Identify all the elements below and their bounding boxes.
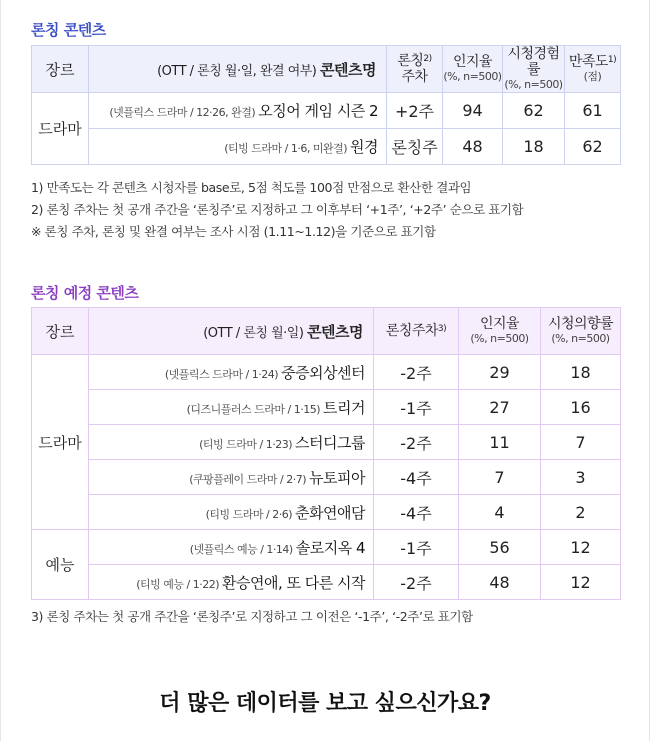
content-name-cell (89, 565, 374, 600)
content-meta: (넷플릭스 드라마 / 1·24) (164, 367, 279, 381)
watch-rate-cell: 18 (503, 129, 565, 165)
content-name-cell (89, 93, 387, 129)
footnote: ※ 론칭 주차, 론칭 및 완결 여부는 조사 시점 (1.11~1.12)을 기준으로 표기함 (31, 224, 436, 239)
content-name-cell (89, 390, 374, 425)
section-title-upcoming: 론칭 예정 콘텐츠 (31, 284, 139, 302)
content-meta: (디즈니플러스 드라마 / 1·15) (186, 402, 321, 416)
launched-content-table (31, 45, 621, 165)
header-sat-sup: 1) (607, 55, 617, 65)
header-sat-sub: (점) (583, 70, 602, 83)
header-intent-rate (541, 308, 621, 355)
intent-rate-cell: 7 (541, 425, 621, 460)
header-week-sup: 3) (437, 324, 447, 334)
intent-rate-cell: 12 (541, 565, 621, 600)
genre-cell-variety: 예능 (32, 530, 89, 600)
header-watch-label: 시청경험률 (507, 46, 560, 78)
content-name-cell (89, 530, 374, 565)
footnote: 3) 론칭 주차는 첫 공개 주간을 ‘론칭주’로 지정하고 그 이전은 ‘-1주’, ‘-2주’로 표기함 (31, 609, 473, 624)
table-row (32, 565, 621, 600)
footnote: 2) 론칭 주차는 첫 공개 주간을 ‘론칭주’로 지정하고 그 이후부터 ‘+1주’, ‘+2주’ 순으로 표기함 (31, 202, 524, 217)
content-meta: (티빙 드라마 / 2·6) (205, 507, 293, 521)
content-title: 뉴토피아 (309, 468, 365, 487)
table-row (32, 355, 621, 390)
awareness-cell: 4 (459, 495, 541, 530)
header-awareness (459, 308, 541, 355)
launch-week-cell: -2주 (374, 425, 459, 460)
genre-cell-drama: 드라마 (32, 93, 89, 165)
content-title: 중증외상센터 (281, 363, 365, 382)
awareness-cell: 48 (443, 129, 503, 165)
footnote: 1) 만족도는 각 콘텐츠 시청자를 base로, 5점 척도를 100점 만점으로 환산한 결과임 (31, 180, 472, 195)
satisfaction-cell: 62 (565, 129, 621, 165)
content-title: 춘화연애담 (295, 503, 365, 522)
launch-week-cell: -2주 (374, 355, 459, 390)
header-satisfaction (565, 46, 621, 93)
launch-week-cell: -4주 (374, 495, 459, 530)
header-launch-week (374, 308, 459, 355)
header-aware-label: 인지율 (452, 54, 493, 70)
content-name-cell (89, 460, 374, 495)
header-sat-label: 만족도 (568, 54, 608, 70)
awareness-cell: 48 (459, 565, 541, 600)
header-watch-rate (503, 46, 565, 93)
launch-week-cell: -4주 (374, 460, 459, 495)
watch-rate-cell: 62 (503, 93, 565, 129)
header-week-sup: 2) (423, 54, 432, 64)
table-row (32, 460, 621, 495)
launched-footnotes (31, 177, 523, 243)
launch-week-cell: +2주 (387, 93, 443, 129)
launch-week-cell: -2주 (374, 565, 459, 600)
upcoming-content-table (31, 307, 621, 600)
content-title: 스터디그룹 (295, 433, 365, 452)
content-name-cell (89, 129, 387, 165)
header-aware-sub: (%, n=500) (443, 70, 502, 83)
header-watch-sub: (%, n=500) (504, 78, 563, 91)
content-meta: (넷플릭스 예능 / 1·14) (189, 542, 293, 556)
satisfaction-cell: 61 (565, 93, 621, 129)
content-name-cell (89, 425, 374, 460)
table-row (32, 390, 621, 425)
header-name-prefix: (OTT / 론칭 월·일) (203, 325, 304, 341)
awareness-cell: 7 (459, 460, 541, 495)
intent-rate-cell: 12 (541, 530, 621, 565)
table-row (32, 530, 621, 565)
content-meta: (쿠팡플레이 드라마 / 2·7) (189, 472, 307, 486)
content-name-cell (89, 495, 374, 530)
header-week-line1: 론칭 (397, 53, 424, 69)
intent-rate-cell: 18 (541, 355, 621, 390)
header-week-label: 론칭주차 (385, 323, 438, 339)
header-awareness (443, 46, 503, 93)
content-title: 오징어 게임 시즌 2 (258, 102, 378, 120)
table-header-row (32, 308, 621, 355)
header-content-name (89, 46, 387, 93)
section-title-launched: 론칭 콘텐츠 (31, 21, 106, 39)
content-meta: (넷플릭스 드라마 / 12·26, 완결) (109, 106, 256, 119)
awareness-cell: 27 (459, 390, 541, 425)
header-aware-sub: (%, n=500) (470, 332, 529, 345)
upcoming-footnotes (31, 606, 473, 628)
genre-cell-drama: 드라마 (32, 355, 89, 530)
header-name-prefix: (OTT / 론칭 월·일, 완결 여부) (157, 63, 317, 79)
intent-rate-cell: 3 (541, 460, 621, 495)
header-aware-label: 인지율 (479, 316, 520, 332)
header-content-name (89, 308, 374, 355)
more-data-heading: 더 많은 데이터를 보고 싶으신가요? (159, 691, 491, 716)
intent-rate-cell: 2 (541, 495, 621, 530)
content-meta: (티빙 드라마 / 1·23) (199, 437, 293, 451)
header-genre: 장르 (32, 46, 89, 93)
awareness-cell: 11 (459, 425, 541, 460)
content-title: 환승연애, 또 다른 시작 (222, 573, 365, 592)
table-row (32, 129, 621, 165)
header-name-bold: 콘텐츠명 (320, 60, 376, 79)
table-row (32, 93, 621, 129)
table-row (32, 495, 621, 530)
content-name-cell (89, 355, 374, 390)
content-title: 원경 (350, 138, 378, 156)
table-header-row (32, 46, 621, 93)
header-genre: 장르 (32, 308, 89, 355)
content-meta: (티빙 예능 / 1·22) (136, 577, 220, 591)
awareness-cell: 94 (443, 93, 503, 129)
content-meta: (티빙 드라마 / 1·6, 미완결) (224, 142, 348, 155)
header-week-line2: 주차 (401, 69, 428, 85)
table-row (32, 425, 621, 460)
launch-week-cell: -1주 (374, 390, 459, 425)
intent-rate-cell: 16 (541, 390, 621, 425)
content-title: 트리거 (323, 398, 365, 417)
awareness-cell: 56 (459, 530, 541, 565)
awareness-cell: 29 (459, 355, 541, 390)
launch-week-cell: -1주 (374, 530, 459, 565)
content-title: 솔로지옥 4 (295, 538, 365, 557)
launch-week-cell: 론칭주 (387, 129, 443, 165)
header-name-bold: 콘텐츠명 (307, 322, 363, 341)
header-intent-sub: (%, n=500) (551, 332, 610, 345)
header-intent-label: 시청의향률 (547, 316, 614, 332)
header-launch-week (387, 46, 443, 93)
